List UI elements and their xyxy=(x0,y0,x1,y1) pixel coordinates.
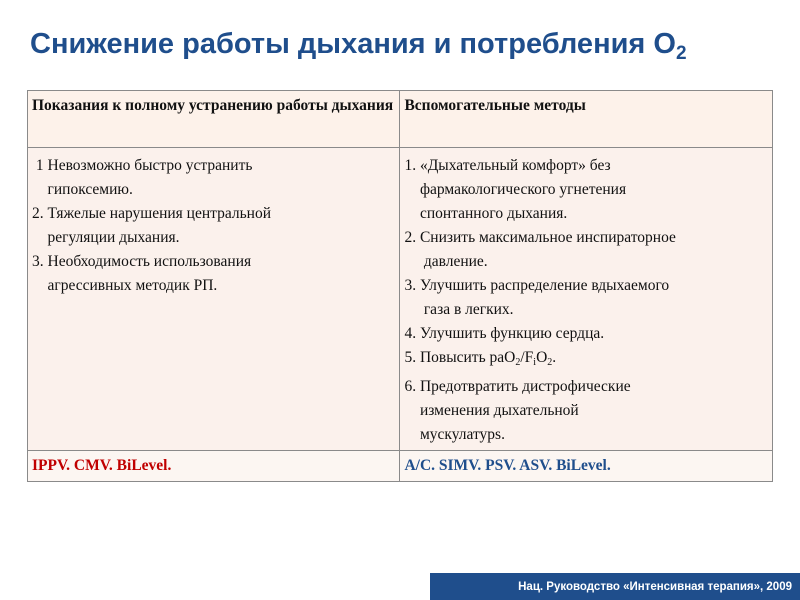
table-row xyxy=(28,148,773,451)
header-cell-indications: Показания к полному устранению работы дыхания xyxy=(28,91,400,148)
list-item: 1 Невозможно быстро устранить гипоксемию. xyxy=(32,157,253,198)
source-banner: Нац. Руководство «Интенсивная терапия», 2009 xyxy=(430,573,800,600)
indications-cell xyxy=(28,148,400,451)
list-item: 2. Тяжелые нарушения центральной регуляции дыхания. xyxy=(32,205,272,246)
table-footer-row xyxy=(28,451,773,482)
footer-cell-modes-2: A/C. SIMV. PSV. ASV. BiLevel. xyxy=(400,451,773,482)
table-header-row xyxy=(28,91,773,148)
list-item: 3. Необходимость использования агрессивных методик РП. xyxy=(32,253,252,294)
footer-cell-modes-1: IPPV. CMV. BiLevel. xyxy=(28,451,400,482)
methods-list xyxy=(404,154,768,447)
list-item: 4. Улучшить функцию сердца. xyxy=(404,325,605,342)
list-item: 1. «Дыхательный комфорт» без фармакологического угнетения спонтанного дыхания. xyxy=(404,157,627,222)
list-item: 2. Снизить максимальное инспираторное давление. xyxy=(404,229,676,270)
comparison-table xyxy=(27,90,773,482)
list-item: 3. Улучшить распределение вдыхаемого газа в легких. xyxy=(404,277,670,318)
methods-cell xyxy=(400,148,773,451)
page-title: Снижение работы дыхания и потребления $О_2$ xyxy=(30,28,687,64)
header-cell-methods: Вспомогательные методы xyxy=(400,91,773,148)
list-item: 5. Повысить $paO_2/F_iO_2$. xyxy=(404,349,557,368)
indications-list xyxy=(32,154,395,298)
list-item: 6. Предотвратить дистрофические изменения дыхательной мускулатурs. xyxy=(404,378,631,443)
